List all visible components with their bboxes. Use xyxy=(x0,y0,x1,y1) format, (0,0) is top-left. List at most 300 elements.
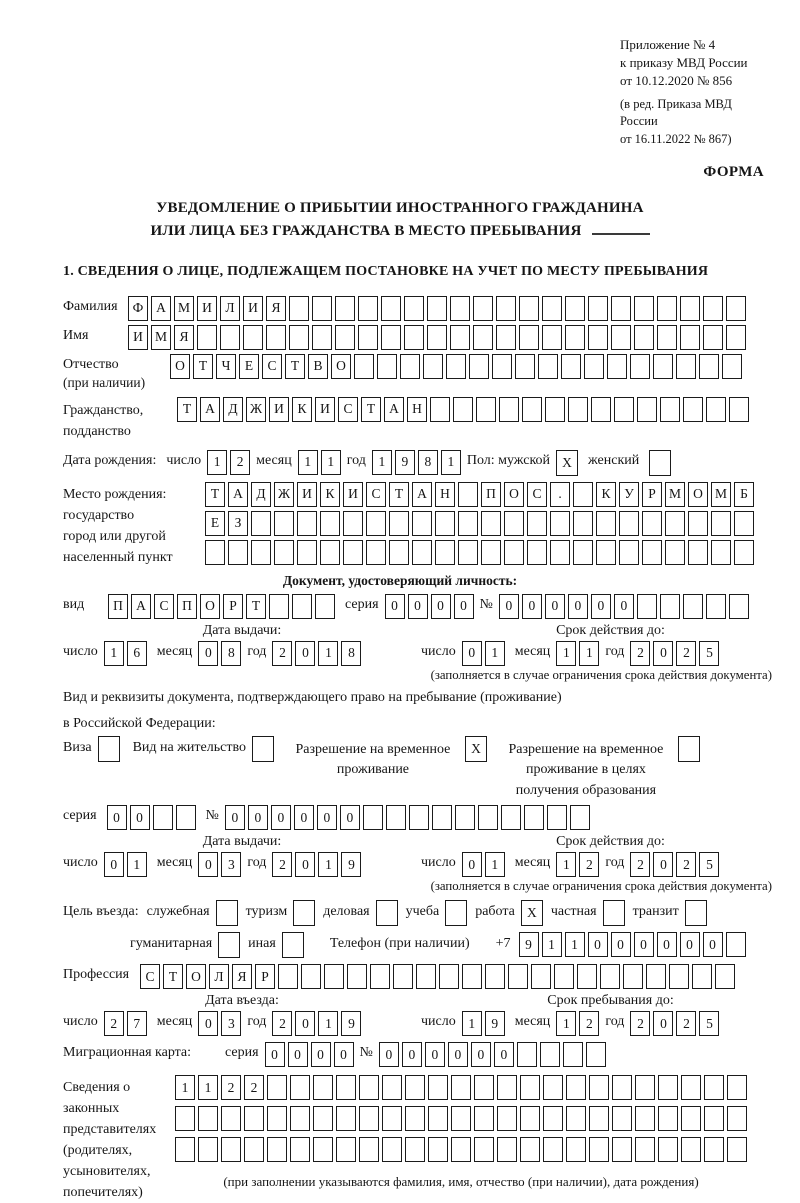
char-cell[interactable] xyxy=(729,594,749,619)
char-cell[interactable]: Л xyxy=(209,964,229,989)
char-cell[interactable] xyxy=(519,325,539,350)
char-cell[interactable] xyxy=(554,964,574,989)
char-cell[interactable] xyxy=(522,397,542,422)
char-cell[interactable] xyxy=(98,736,120,762)
char-cell[interactable] xyxy=(612,1075,632,1100)
char-cell[interactable] xyxy=(175,1137,195,1162)
char-cell[interactable]: Я xyxy=(266,296,286,321)
char-cell[interactable] xyxy=(722,354,742,379)
char-cell[interactable]: 1 xyxy=(207,450,227,475)
char-cell[interactable] xyxy=(573,482,593,507)
char-cell[interactable] xyxy=(699,354,719,379)
char-cell[interactable] xyxy=(324,964,344,989)
char-cell[interactable] xyxy=(220,325,240,350)
char-cell[interactable]: П xyxy=(177,594,197,619)
char-cell[interactable] xyxy=(729,397,749,422)
char-cell[interactable] xyxy=(685,900,707,926)
char-cell[interactable]: 0 xyxy=(317,805,337,830)
char-cell[interactable] xyxy=(359,1106,379,1131)
char-cell[interactable] xyxy=(600,964,620,989)
char-cell[interactable]: Т xyxy=(193,354,213,379)
char-cell[interactable]: 9 xyxy=(485,1011,505,1036)
char-cell[interactable]: 2 xyxy=(272,641,292,666)
char-cell[interactable]: П xyxy=(481,482,501,507)
char-cell[interactable] xyxy=(497,1075,517,1100)
char-cell[interactable] xyxy=(335,325,355,350)
char-cell[interactable] xyxy=(573,540,593,565)
char-cell[interactable]: 2 xyxy=(221,1075,241,1100)
char-cell[interactable] xyxy=(704,1075,724,1100)
char-cell[interactable] xyxy=(416,964,436,989)
char-cell[interactable]: 0 xyxy=(462,641,482,666)
char-cell[interactable] xyxy=(566,1075,586,1100)
char-cell[interactable]: 0 xyxy=(288,1042,308,1067)
char-cell[interactable]: В xyxy=(308,354,328,379)
char-cell[interactable] xyxy=(312,325,332,350)
char-cell[interactable]: 0 xyxy=(198,641,218,666)
char-cell[interactable] xyxy=(428,1137,448,1162)
char-cell[interactable]: X xyxy=(465,736,487,762)
char-cell[interactable] xyxy=(336,1106,356,1131)
char-cell[interactable] xyxy=(496,325,516,350)
char-cell[interactable] xyxy=(527,540,547,565)
char-cell[interactable] xyxy=(588,296,608,321)
char-cell[interactable] xyxy=(520,1137,540,1162)
char-cell[interactable]: 0 xyxy=(462,852,482,877)
char-cell[interactable]: О xyxy=(200,594,220,619)
char-cell[interactable]: П xyxy=(108,594,128,619)
char-cell[interactable] xyxy=(430,397,450,422)
char-cell[interactable] xyxy=(474,1106,494,1131)
char-cell[interactable] xyxy=(216,900,238,926)
char-cell[interactable] xyxy=(366,540,386,565)
char-cell[interactable] xyxy=(458,511,478,536)
char-cell[interactable] xyxy=(703,325,723,350)
char-cell[interactable]: 2 xyxy=(676,641,696,666)
char-cell[interactable]: 0 xyxy=(653,852,673,877)
char-cell[interactable] xyxy=(542,296,562,321)
char-cell[interactable] xyxy=(734,511,754,536)
char-cell[interactable] xyxy=(451,1106,471,1131)
char-cell[interactable] xyxy=(197,325,217,350)
char-cell[interactable] xyxy=(543,1106,563,1131)
char-cell[interactable]: 1 xyxy=(565,932,585,957)
char-cell[interactable] xyxy=(313,1075,333,1100)
char-cell[interactable] xyxy=(681,1106,701,1131)
char-cell[interactable] xyxy=(359,1137,379,1162)
char-cell[interactable] xyxy=(683,397,703,422)
char-cell[interactable]: 7 xyxy=(127,1011,147,1036)
char-cell[interactable] xyxy=(519,296,539,321)
char-cell[interactable] xyxy=(428,1106,448,1131)
char-cell[interactable] xyxy=(635,1137,655,1162)
char-cell[interactable]: 1 xyxy=(542,932,562,957)
char-cell[interactable] xyxy=(646,964,666,989)
char-cell[interactable]: 1 xyxy=(298,450,318,475)
char-cell[interactable] xyxy=(445,900,467,926)
char-cell[interactable] xyxy=(634,296,654,321)
char-cell[interactable] xyxy=(637,397,657,422)
char-cell[interactable] xyxy=(550,511,570,536)
char-cell[interactable]: 0 xyxy=(522,594,542,619)
char-cell[interactable] xyxy=(393,964,413,989)
char-cell[interactable] xyxy=(540,1042,560,1067)
char-cell[interactable]: . xyxy=(550,482,570,507)
char-cell[interactable] xyxy=(657,325,677,350)
char-cell[interactable] xyxy=(542,325,562,350)
char-cell[interactable] xyxy=(538,354,558,379)
char-cell[interactable]: 2 xyxy=(579,852,599,877)
char-cell[interactable] xyxy=(381,296,401,321)
char-cell[interactable] xyxy=(354,354,374,379)
char-cell[interactable]: И xyxy=(197,296,217,321)
char-cell[interactable]: И xyxy=(343,482,363,507)
char-cell[interactable] xyxy=(704,1106,724,1131)
char-cell[interactable]: 2 xyxy=(630,641,650,666)
char-cell[interactable]: И xyxy=(128,325,148,350)
char-cell[interactable] xyxy=(347,964,367,989)
char-cell[interactable] xyxy=(603,900,625,926)
char-cell[interactable]: И xyxy=(315,397,335,422)
char-cell[interactable] xyxy=(301,964,321,989)
char-cell[interactable] xyxy=(524,805,544,830)
char-cell[interactable] xyxy=(504,540,524,565)
char-cell[interactable] xyxy=(382,1106,402,1131)
char-cell[interactable] xyxy=(473,296,493,321)
char-cell[interactable]: 0 xyxy=(198,1011,218,1036)
char-cell[interactable]: Ф xyxy=(128,296,148,321)
char-cell[interactable] xyxy=(658,1106,678,1131)
char-cell[interactable] xyxy=(290,1075,310,1100)
char-cell[interactable]: 6 xyxy=(127,641,147,666)
char-cell[interactable]: 1 xyxy=(318,852,338,877)
char-cell[interactable] xyxy=(313,1106,333,1131)
char-cell[interactable] xyxy=(389,540,409,565)
char-cell[interactable] xyxy=(642,511,662,536)
char-cell[interactable]: 0 xyxy=(107,805,127,830)
char-cell[interactable] xyxy=(563,1042,583,1067)
char-cell[interactable] xyxy=(515,354,535,379)
char-cell[interactable] xyxy=(289,325,309,350)
char-cell[interactable]: И xyxy=(243,296,263,321)
char-cell[interactable] xyxy=(218,932,240,958)
char-cell[interactable] xyxy=(423,354,443,379)
char-cell[interactable] xyxy=(492,354,512,379)
char-cell[interactable]: 0 xyxy=(471,1042,491,1067)
char-cell[interactable] xyxy=(453,397,473,422)
char-cell[interactable]: 5 xyxy=(699,1011,719,1036)
char-cell[interactable] xyxy=(634,325,654,350)
char-cell[interactable] xyxy=(478,805,498,830)
char-cell[interactable] xyxy=(545,397,565,422)
char-cell[interactable] xyxy=(469,354,489,379)
char-cell[interactable]: 1 xyxy=(127,852,147,877)
char-cell[interactable] xyxy=(404,325,424,350)
char-cell[interactable] xyxy=(320,511,340,536)
char-cell[interactable] xyxy=(404,296,424,321)
char-cell[interactable]: 3 xyxy=(221,852,241,877)
char-cell[interactable] xyxy=(389,511,409,536)
char-cell[interactable] xyxy=(386,805,406,830)
char-cell[interactable] xyxy=(660,594,680,619)
char-cell[interactable] xyxy=(474,1137,494,1162)
char-cell[interactable] xyxy=(412,540,432,565)
char-cell[interactable]: Р xyxy=(642,482,662,507)
char-cell[interactable]: 1 xyxy=(175,1075,195,1100)
char-cell[interactable]: С xyxy=(527,482,547,507)
char-cell[interactable] xyxy=(550,540,570,565)
char-cell[interactable]: У xyxy=(619,482,639,507)
char-cell[interactable] xyxy=(439,964,459,989)
char-cell[interactable] xyxy=(336,1075,356,1100)
char-cell[interactable] xyxy=(566,1106,586,1131)
char-cell[interactable] xyxy=(619,540,639,565)
char-cell[interactable] xyxy=(405,1137,425,1162)
char-cell[interactable] xyxy=(570,805,590,830)
char-cell[interactable] xyxy=(577,964,597,989)
char-cell[interactable]: 0 xyxy=(653,641,673,666)
char-cell[interactable] xyxy=(320,540,340,565)
char-cell[interactable]: Т xyxy=(361,397,381,422)
char-cell[interactable] xyxy=(252,736,274,762)
char-cell[interactable]: 0 xyxy=(614,594,634,619)
char-cell[interactable]: С xyxy=(366,482,386,507)
char-cell[interactable]: 0 xyxy=(311,1042,331,1067)
char-cell[interactable]: 1 xyxy=(485,641,505,666)
char-cell[interactable] xyxy=(153,805,173,830)
char-cell[interactable]: Ж xyxy=(274,482,294,507)
char-cell[interactable]: X xyxy=(521,900,543,926)
char-cell[interactable] xyxy=(497,1137,517,1162)
char-cell[interactable]: X xyxy=(556,450,578,476)
char-cell[interactable]: М xyxy=(665,482,685,507)
char-cell[interactable] xyxy=(649,450,671,476)
char-cell[interactable] xyxy=(458,540,478,565)
char-cell[interactable] xyxy=(474,1075,494,1100)
char-cell[interactable] xyxy=(293,900,315,926)
char-cell[interactable]: 2 xyxy=(244,1075,264,1100)
char-cell[interactable] xyxy=(706,397,726,422)
char-cell[interactable]: 2 xyxy=(630,1011,650,1036)
char-cell[interactable] xyxy=(623,964,643,989)
char-cell[interactable] xyxy=(462,964,482,989)
char-cell[interactable]: С xyxy=(140,964,160,989)
char-cell[interactable]: 0 xyxy=(611,932,631,957)
char-cell[interactable] xyxy=(432,805,452,830)
char-cell[interactable]: 2 xyxy=(230,450,250,475)
char-cell[interactable]: А xyxy=(200,397,220,422)
char-cell[interactable] xyxy=(343,540,363,565)
char-cell[interactable] xyxy=(547,805,567,830)
char-cell[interactable] xyxy=(315,594,335,619)
char-cell[interactable]: 1 xyxy=(198,1075,218,1100)
char-cell[interactable]: К xyxy=(320,482,340,507)
char-cell[interactable]: 1 xyxy=(556,641,576,666)
char-cell[interactable]: 0 xyxy=(402,1042,422,1067)
char-cell[interactable] xyxy=(370,964,390,989)
char-cell[interactable]: О xyxy=(186,964,206,989)
char-cell[interactable] xyxy=(267,1106,287,1131)
char-cell[interactable] xyxy=(727,1075,747,1100)
char-cell[interactable]: Т xyxy=(389,482,409,507)
char-cell[interactable] xyxy=(243,325,263,350)
char-cell[interactable] xyxy=(680,296,700,321)
char-cell[interactable] xyxy=(676,354,696,379)
char-cell[interactable]: 8 xyxy=(341,641,361,666)
char-cell[interactable]: М xyxy=(151,325,171,350)
char-cell[interactable]: К xyxy=(596,482,616,507)
char-cell[interactable]: 1 xyxy=(318,1011,338,1036)
char-cell[interactable] xyxy=(269,594,289,619)
char-cell[interactable]: 0 xyxy=(657,932,677,957)
char-cell[interactable]: И xyxy=(297,482,317,507)
char-cell[interactable] xyxy=(496,296,516,321)
char-cell[interactable] xyxy=(446,354,466,379)
char-cell[interactable] xyxy=(244,1106,264,1131)
char-cell[interactable] xyxy=(688,511,708,536)
char-cell[interactable]: 5 xyxy=(699,641,719,666)
char-cell[interactable] xyxy=(653,354,673,379)
char-cell[interactable]: Т xyxy=(205,482,225,507)
char-cell[interactable] xyxy=(566,1137,586,1162)
char-cell[interactable] xyxy=(251,540,271,565)
char-cell[interactable]: 9 xyxy=(341,1011,361,1036)
char-cell[interactable]: 2 xyxy=(272,852,292,877)
char-cell[interactable] xyxy=(282,932,304,958)
char-cell[interactable] xyxy=(565,325,585,350)
char-cell[interactable]: 1 xyxy=(318,641,338,666)
char-cell[interactable] xyxy=(274,511,294,536)
char-cell[interactable]: Ж xyxy=(246,397,266,422)
char-cell[interactable]: 0 xyxy=(454,594,474,619)
char-cell[interactable]: Д xyxy=(223,397,243,422)
char-cell[interactable]: 1 xyxy=(372,450,392,475)
char-cell[interactable]: 0 xyxy=(653,1011,673,1036)
char-cell[interactable]: А xyxy=(412,482,432,507)
char-cell[interactable] xyxy=(611,325,631,350)
char-cell[interactable] xyxy=(292,594,312,619)
char-cell[interactable]: 2 xyxy=(579,1011,599,1036)
char-cell[interactable]: М xyxy=(711,482,731,507)
char-cell[interactable]: 9 xyxy=(519,932,539,957)
char-cell[interactable]: 1 xyxy=(321,450,341,475)
char-cell[interactable]: Б xyxy=(734,482,754,507)
char-cell[interactable]: 0 xyxy=(265,1042,285,1067)
char-cell[interactable]: Е xyxy=(239,354,259,379)
char-cell[interactable]: 0 xyxy=(545,594,565,619)
char-cell[interactable]: С xyxy=(338,397,358,422)
char-cell[interactable] xyxy=(267,1137,287,1162)
char-cell[interactable] xyxy=(427,296,447,321)
char-cell[interactable] xyxy=(455,805,475,830)
char-cell[interactable] xyxy=(221,1106,241,1131)
char-cell[interactable]: М xyxy=(174,296,194,321)
char-cell[interactable]: Н xyxy=(407,397,427,422)
char-cell[interactable] xyxy=(289,296,309,321)
char-cell[interactable]: 0 xyxy=(408,594,428,619)
char-cell[interactable] xyxy=(531,964,551,989)
char-cell[interactable] xyxy=(497,1106,517,1131)
char-cell[interactable] xyxy=(657,296,677,321)
char-cell[interactable]: 0 xyxy=(431,594,451,619)
char-cell[interactable]: 9 xyxy=(395,450,415,475)
char-cell[interactable] xyxy=(734,540,754,565)
char-cell[interactable] xyxy=(377,354,397,379)
char-cell[interactable]: И xyxy=(269,397,289,422)
char-cell[interactable] xyxy=(637,594,657,619)
char-cell[interactable]: Т xyxy=(285,354,305,379)
char-cell[interactable]: 0 xyxy=(198,852,218,877)
char-cell[interactable] xyxy=(508,964,528,989)
char-cell[interactable] xyxy=(458,482,478,507)
char-cell[interactable] xyxy=(588,325,608,350)
char-cell[interactable] xyxy=(658,1075,678,1100)
char-cell[interactable] xyxy=(678,736,700,762)
char-cell[interactable] xyxy=(681,1075,701,1100)
char-cell[interactable] xyxy=(290,1106,310,1131)
char-cell[interactable]: 2 xyxy=(104,1011,124,1036)
char-cell[interactable]: 0 xyxy=(494,1042,514,1067)
char-cell[interactable] xyxy=(589,1137,609,1162)
char-cell[interactable]: 0 xyxy=(340,805,360,830)
char-cell[interactable] xyxy=(665,540,685,565)
char-cell[interactable] xyxy=(726,296,746,321)
char-cell[interactable] xyxy=(175,1106,195,1131)
char-cell[interactable]: 2 xyxy=(676,852,696,877)
char-cell[interactable]: 2 xyxy=(676,1011,696,1036)
char-cell[interactable]: О xyxy=(170,354,190,379)
char-cell[interactable]: 1 xyxy=(104,641,124,666)
char-cell[interactable] xyxy=(359,1075,379,1100)
char-cell[interactable] xyxy=(619,511,639,536)
char-cell[interactable]: А xyxy=(151,296,171,321)
char-cell[interactable] xyxy=(726,932,746,957)
char-cell[interactable] xyxy=(228,540,248,565)
char-cell[interactable] xyxy=(584,354,604,379)
char-cell[interactable] xyxy=(683,594,703,619)
char-cell[interactable]: О xyxy=(504,482,524,507)
char-cell[interactable] xyxy=(520,1075,540,1100)
char-cell[interactable] xyxy=(635,1075,655,1100)
char-cell[interactable] xyxy=(711,540,731,565)
char-cell[interactable]: 0 xyxy=(680,932,700,957)
char-cell[interactable] xyxy=(451,1137,471,1162)
char-cell[interactable]: 0 xyxy=(588,932,608,957)
char-cell[interactable] xyxy=(358,296,378,321)
char-cell[interactable]: Я xyxy=(232,964,252,989)
char-cell[interactable] xyxy=(543,1075,563,1100)
char-cell[interactable]: 3 xyxy=(221,1011,241,1036)
char-cell[interactable] xyxy=(499,397,519,422)
char-cell[interactable]: 0 xyxy=(379,1042,399,1067)
char-cell[interactable] xyxy=(658,1137,678,1162)
char-cell[interactable] xyxy=(596,540,616,565)
char-cell[interactable] xyxy=(527,511,547,536)
char-cell[interactable] xyxy=(409,805,429,830)
char-cell[interactable]: 2 xyxy=(630,852,650,877)
char-cell[interactable] xyxy=(660,397,680,422)
char-cell[interactable] xyxy=(382,1075,402,1100)
char-cell[interactable] xyxy=(706,594,726,619)
char-cell[interactable] xyxy=(297,511,317,536)
char-cell[interactable]: Т xyxy=(177,397,197,422)
char-cell[interactable] xyxy=(382,1137,402,1162)
char-cell[interactable] xyxy=(428,1075,448,1100)
char-cell[interactable] xyxy=(412,511,432,536)
char-cell[interactable] xyxy=(251,511,271,536)
char-cell[interactable] xyxy=(543,1137,563,1162)
char-cell[interactable]: С xyxy=(262,354,282,379)
